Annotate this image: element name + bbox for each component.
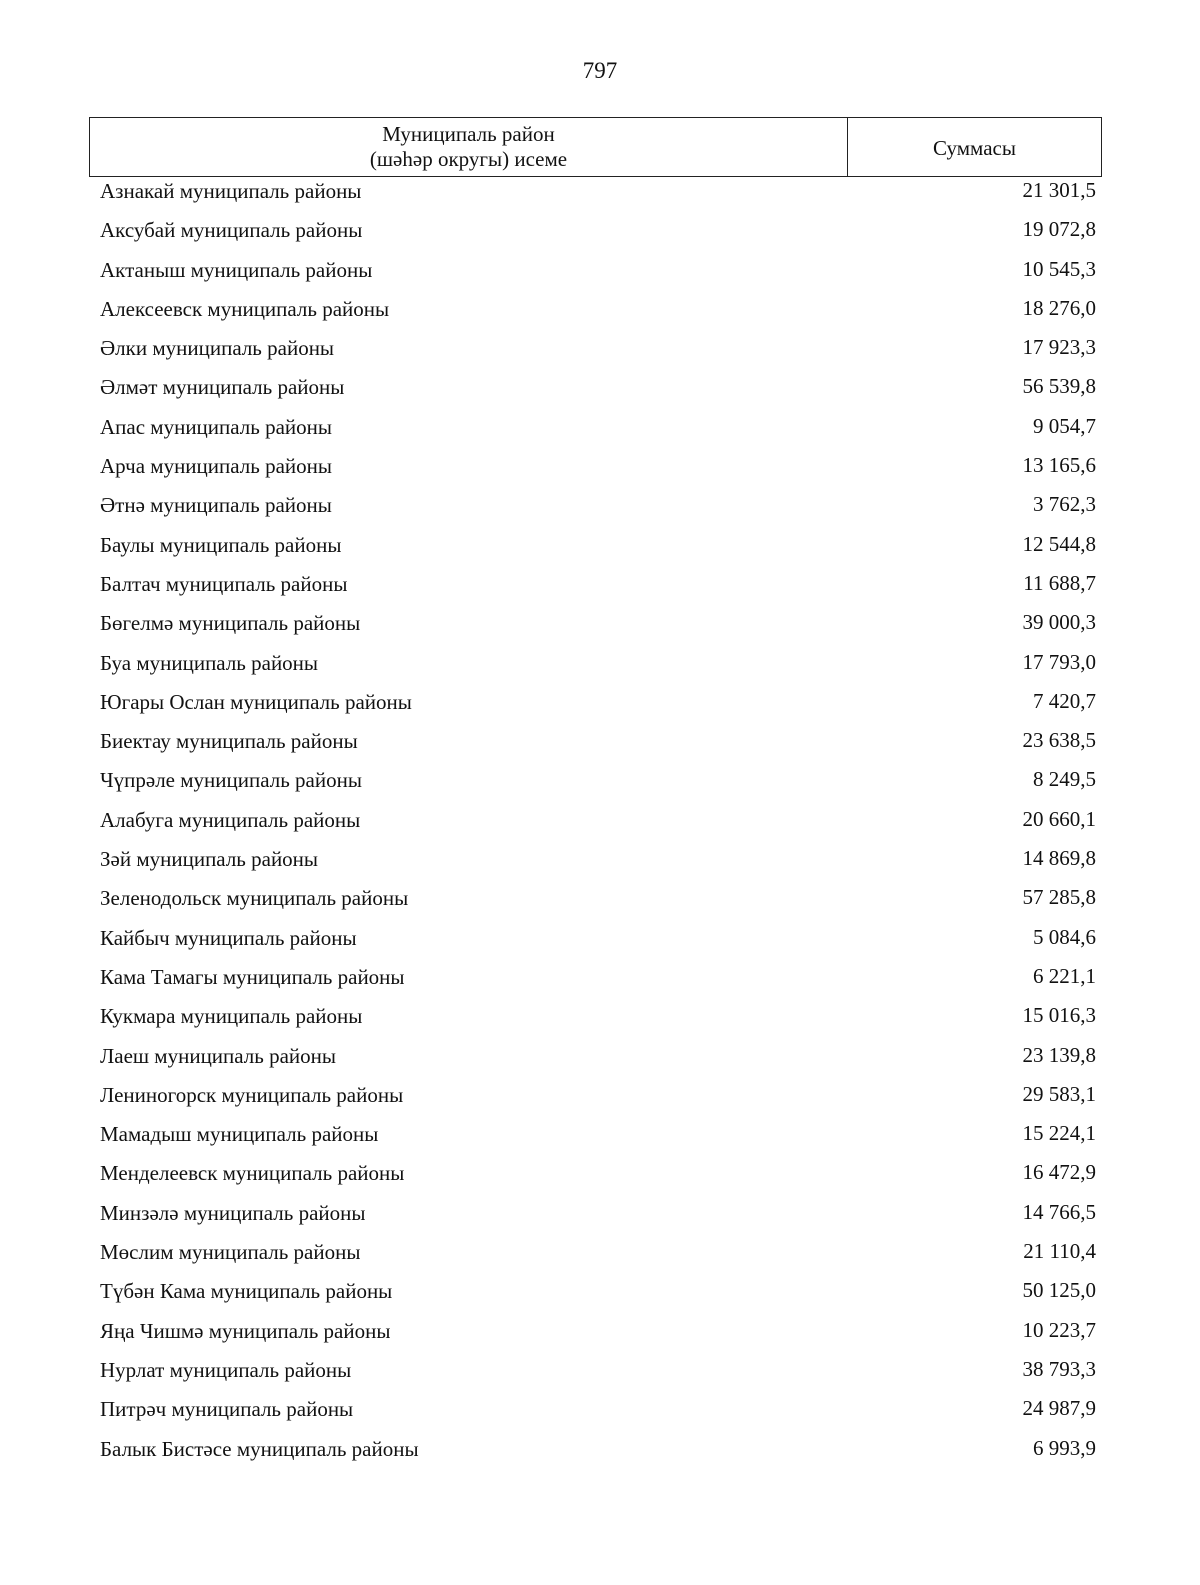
district-name: Лаеш муниципаль районы bbox=[100, 1043, 337, 1068]
column-header-name-line2: (шәһәр округы) исеме bbox=[369, 147, 568, 171]
district-amount: 12 544,8 bbox=[1022, 531, 1096, 556]
district-name: Бөгелмә муниципаль районы bbox=[100, 611, 361, 636]
district-amount: 15 224,1 bbox=[1022, 1121, 1096, 1146]
district-amount: 14 766,5 bbox=[1022, 1199, 1096, 1224]
district-amount: 10 545,3 bbox=[1022, 256, 1096, 281]
district-name: Алабуга муниципаль районы bbox=[100, 807, 361, 832]
district-amount: 9 054,7 bbox=[1033, 413, 1096, 438]
table-row bbox=[0, 334, 1200, 373]
district-amount: 19 072,8 bbox=[1022, 217, 1096, 242]
district-name: Кукмара муниципаль районы bbox=[100, 1004, 363, 1029]
table-row bbox=[0, 806, 1200, 845]
district-amount: 13 165,6 bbox=[1022, 453, 1096, 478]
table-row bbox=[0, 1042, 1200, 1081]
table-row bbox=[0, 727, 1200, 766]
district-amount: 20 660,1 bbox=[1022, 806, 1096, 831]
district-name: Актаныш муниципаль районы bbox=[100, 257, 373, 282]
district-amount: 57 285,8 bbox=[1022, 885, 1096, 910]
table-body bbox=[0, 177, 1200, 1474]
district-name: Аксубай муниципаль районы bbox=[100, 218, 363, 243]
district-name: Түбән Кама муниципаль районы bbox=[100, 1279, 393, 1304]
district-amount: 3 762,3 bbox=[1033, 492, 1096, 517]
table-row bbox=[0, 177, 1200, 216]
table-row bbox=[0, 609, 1200, 648]
district-name: Зеленодольск муниципаль районы bbox=[100, 886, 409, 911]
district-name: Кама Тамагы муниципаль районы bbox=[100, 964, 405, 989]
district-name: Биектау муниципаль районы bbox=[100, 729, 358, 754]
column-header-name bbox=[90, 118, 848, 176]
table-row bbox=[0, 413, 1200, 452]
table-row bbox=[0, 452, 1200, 491]
table-row bbox=[0, 1435, 1200, 1474]
district-amount: 56 539,8 bbox=[1022, 374, 1096, 399]
district-amount: 18 276,0 bbox=[1022, 295, 1096, 320]
column-header-amount: Суммасы bbox=[933, 135, 1016, 160]
district-name: Азнакай муниципаль районы bbox=[100, 179, 362, 203]
table-row bbox=[0, 570, 1200, 609]
district-amount: 21 110,4 bbox=[1023, 1239, 1096, 1264]
district-amount: 29 583,1 bbox=[1022, 1081, 1096, 1106]
district-amount: 23 638,5 bbox=[1022, 728, 1096, 753]
district-amount: 8 249,5 bbox=[1033, 767, 1096, 792]
table-row bbox=[0, 1238, 1200, 1277]
district-name: Алексеевск муниципаль районы bbox=[100, 296, 390, 321]
table-row bbox=[0, 766, 1200, 805]
column-header-name-line1: Муниципаль район bbox=[382, 122, 555, 146]
district-name: Зәй муниципаль районы bbox=[100, 847, 319, 872]
table-row bbox=[0, 1356, 1200, 1395]
district-amount: 17 923,3 bbox=[1022, 335, 1096, 360]
district-name: Баулы муниципаль районы bbox=[100, 532, 342, 557]
district-name: Әтнә муниципаль районы bbox=[100, 493, 332, 518]
table-row bbox=[0, 845, 1200, 884]
table-header bbox=[89, 117, 1102, 177]
table-row bbox=[0, 1081, 1200, 1120]
district-amount: 11 688,7 bbox=[1023, 570, 1096, 595]
district-name: Буа муниципаль районы bbox=[100, 650, 319, 675]
district-amount: 7 420,7 bbox=[1033, 688, 1096, 713]
table-row bbox=[0, 1199, 1200, 1238]
district-name: Апас муниципаль районы bbox=[100, 414, 332, 439]
district-name: Мамадыш муниципаль районы bbox=[100, 1122, 379, 1147]
district-amount: 6 993,9 bbox=[1033, 1435, 1096, 1460]
table-row bbox=[0, 649, 1200, 688]
district-name: Минзәлә муниципаль районы bbox=[100, 1200, 366, 1225]
table-row bbox=[0, 1159, 1200, 1198]
table-row bbox=[0, 531, 1200, 570]
table-row bbox=[0, 924, 1200, 963]
district-amount: 15 016,3 bbox=[1022, 1003, 1096, 1028]
table-row bbox=[0, 963, 1200, 1002]
table-row bbox=[0, 688, 1200, 727]
district-amount: 21 301,5 bbox=[1022, 178, 1096, 202]
district-name: Арча муниципаль районы bbox=[100, 454, 332, 479]
page-number: 797 bbox=[582, 58, 618, 83]
table-row bbox=[0, 295, 1200, 334]
district-name: Яңа Чишмә муниципаль районы bbox=[100, 1318, 391, 1343]
district-amount: 39 000,3 bbox=[1022, 610, 1096, 635]
district-amount: 5 084,6 bbox=[1033, 924, 1096, 949]
table-row bbox=[0, 256, 1200, 295]
district-amount: 23 139,8 bbox=[1022, 1042, 1096, 1067]
table-row bbox=[0, 1395, 1200, 1434]
district-amount: 38 793,3 bbox=[1022, 1356, 1096, 1381]
district-name: Лениногорск муниципаль районы bbox=[100, 1082, 404, 1107]
district-amount: 6 221,1 bbox=[1033, 963, 1096, 988]
table-row bbox=[0, 373, 1200, 412]
district-name: Кайбыч муниципаль районы bbox=[100, 925, 357, 950]
district-name: Әлки муниципаль районы bbox=[100, 336, 335, 361]
table-row bbox=[0, 1002, 1200, 1041]
district-name: Балтач муниципаль районы bbox=[100, 571, 348, 596]
district-name: Чүпрәле муниципаль районы bbox=[100, 768, 362, 793]
district-name: Югары Ослан муниципаль районы bbox=[100, 689, 412, 714]
district-amount: 50 125,0 bbox=[1022, 1278, 1096, 1303]
district-amount: 24 987,9 bbox=[1022, 1396, 1096, 1421]
table-row bbox=[0, 1120, 1200, 1159]
district-name: Нурлат муниципаль районы bbox=[100, 1357, 352, 1382]
table-row bbox=[0, 216, 1200, 255]
district-name: Менделеевск муниципаль районы bbox=[100, 1161, 405, 1186]
table-row bbox=[0, 1317, 1200, 1356]
table-row bbox=[0, 491, 1200, 530]
district-amount: 10 223,7 bbox=[1022, 1317, 1096, 1342]
district-name: Әлмәт муниципаль районы bbox=[100, 375, 345, 400]
table-row bbox=[0, 1277, 1200, 1316]
district-amount: 14 869,8 bbox=[1022, 846, 1096, 871]
district-amount: 16 472,9 bbox=[1022, 1160, 1096, 1185]
table-row bbox=[0, 884, 1200, 923]
district-amount: 17 793,0 bbox=[1022, 649, 1096, 674]
district-name: Мөслим муниципаль районы bbox=[100, 1240, 361, 1265]
district-name: Питрәч муниципаль районы bbox=[100, 1397, 354, 1422]
district-name: Балык Бистәсе муниципаль районы bbox=[100, 1436, 419, 1461]
